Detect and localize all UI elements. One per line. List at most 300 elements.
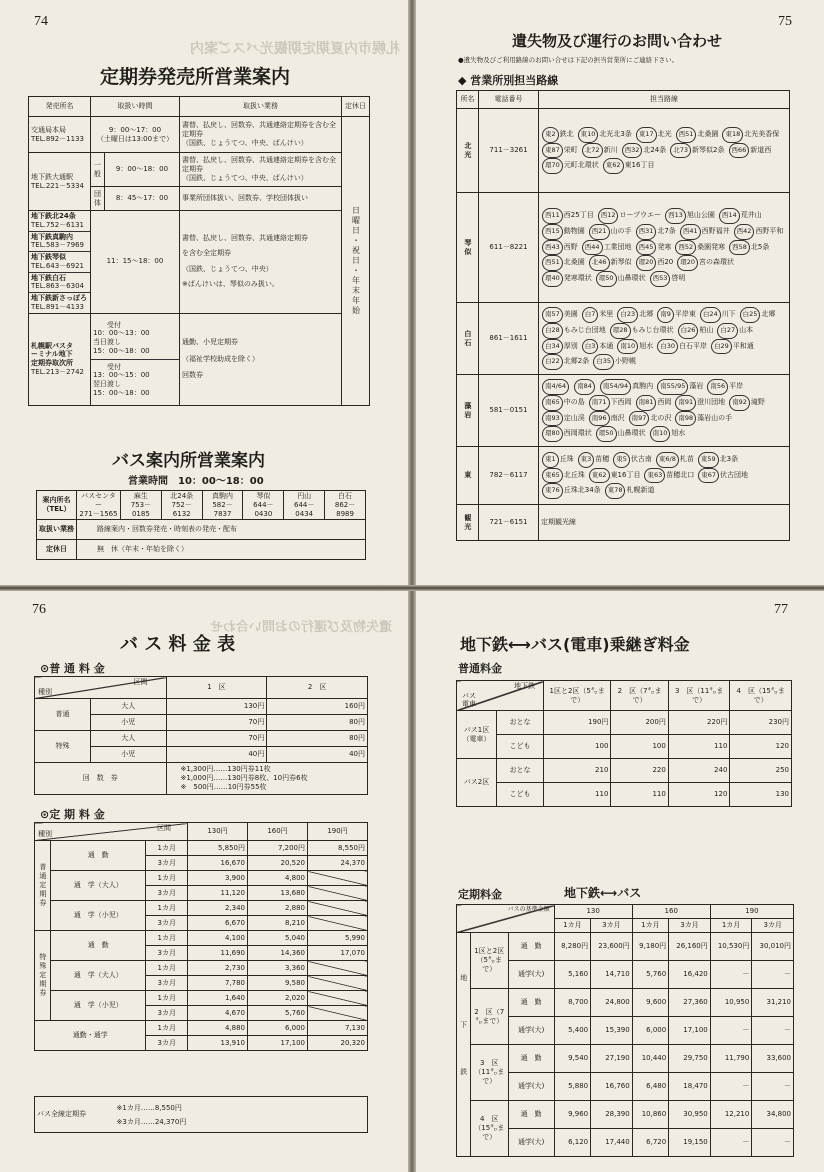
fare: 120 — [730, 735, 792, 759]
route-code-badge: 東87 — [542, 143, 563, 159]
route-code-badge: 南10 — [617, 339, 638, 355]
route-entry — [674, 240, 725, 256]
route-entry — [592, 354, 636, 370]
corner-header — [457, 905, 555, 933]
passenger: おとな — [497, 711, 544, 735]
route-name: 北桑園 — [697, 130, 719, 139]
table-row — [457, 1101, 794, 1129]
route-code-badge: 環40 — [542, 271, 563, 287]
fare: 4,100 — [188, 931, 248, 946]
term: 3カ月 — [146, 916, 188, 931]
term: 1カ月 — [146, 961, 188, 976]
fare: 7,130 — [308, 1021, 368, 1036]
table-row — [457, 735, 792, 759]
office-tel: 861－1611 — [479, 303, 539, 375]
bleed-through-text: 札幌市内夏期定期観光バスご案内 — [190, 41, 400, 57]
service: 書替、払戻し、回数券、共通連絡定期券を含む全定期券 — [182, 156, 336, 174]
hours-label: 翌日渡し — [93, 380, 121, 388]
service: 書替、払戻し、回数券、共通連絡定期券を含む全定期券 — [182, 121, 336, 139]
fare: 2,340 — [188, 901, 248, 916]
col-header: 2 区 — [267, 677, 368, 699]
route-name: 旭水 — [639, 341, 654, 350]
route-code-badge: 西32 — [622, 143, 643, 159]
fare: 210 — [543, 759, 610, 783]
route-entry — [716, 323, 753, 339]
route-entry — [541, 468, 585, 484]
service: 通勤、小児定期券 — [182, 337, 238, 346]
route-entry — [718, 208, 762, 224]
route-entry — [609, 323, 674, 339]
route-entry — [635, 240, 672, 256]
fare: 6,120 — [554, 1129, 591, 1157]
route-entry — [541, 255, 585, 271]
route-entry — [739, 307, 776, 323]
route-code-badge: 白34 — [542, 339, 563, 355]
route-name: 発寒 — [657, 242, 672, 251]
office-name: 観光 — [457, 505, 479, 541]
section-title: ⊙定 期 料 金 — [40, 808, 105, 821]
term: 1カ月 — [146, 871, 188, 886]
route-name: 新道西 — [750, 145, 772, 154]
pass-type: 通 勤 — [51, 931, 146, 961]
fare: 5,760 — [632, 961, 669, 989]
hours: 9：00～18：00 — [105, 153, 180, 187]
route-code-badge: 白25 — [740, 307, 761, 323]
fare: 240 — [668, 759, 730, 783]
fare: 5,880 — [554, 1073, 591, 1101]
office-tel: 644－0434 — [294, 500, 315, 518]
route-code-badge: 南98 — [675, 411, 696, 427]
route-entry — [581, 240, 632, 256]
route-entry — [649, 271, 686, 287]
fare: 20,320 — [308, 1036, 368, 1051]
fare: 16,760 — [591, 1073, 633, 1101]
route-name: 西野平和 — [755, 227, 784, 236]
col-header: 所名 — [457, 91, 479, 109]
fare: 27,360 — [669, 989, 711, 1017]
pass-type: 通 勤 — [508, 1045, 554, 1073]
table-row — [457, 933, 794, 961]
table-row — [457, 193, 790, 303]
route-entry — [616, 339, 653, 355]
office-cell — [161, 491, 202, 520]
office-name: 白石 — [338, 492, 353, 500]
term-header: 1カ月 — [554, 919, 591, 933]
office-name: 琴似 — [457, 193, 479, 303]
col-header: 定休日 — [342, 97, 370, 117]
route-name: 旭山公園 — [686, 211, 715, 220]
scan-divider — [0, 585, 824, 591]
col-header: 190 — [710, 905, 793, 919]
route-code-badge: 東62 — [589, 468, 610, 484]
coupon-item: ※1,300円……130円券11枚 — [180, 765, 271, 774]
fare: 2,880 — [248, 901, 308, 916]
route-name: 啓明 — [671, 273, 686, 282]
fare: 9,540 — [554, 1045, 591, 1073]
table-row — [35, 901, 368, 916]
fare: 19,150 — [669, 1129, 711, 1157]
route-code-badge: 白30 — [657, 339, 678, 355]
route-name: 山の手 — [610, 227, 632, 236]
col-header: 発売所名 — [29, 97, 91, 117]
route-code-badge: 西52 — [675, 240, 696, 256]
term-header: 1カ月 — [710, 919, 752, 933]
fare: 110 — [668, 735, 730, 759]
not-applicable-cell — [308, 991, 368, 1006]
table-row — [35, 991, 368, 1006]
service: 事業所団体扱い、回数券、学校団体扱い — [180, 187, 342, 211]
fare: 10,950 — [710, 989, 752, 1017]
fare: 6,670 — [188, 916, 248, 931]
route-code-badge: 南57 — [542, 307, 563, 323]
route-entry — [733, 224, 784, 240]
route-entry — [675, 127, 719, 143]
page-title: 遺失物及び運行のお問い合わせ — [512, 32, 723, 50]
route-code-badge: 北46 — [589, 255, 610, 271]
pass-type: 通 勤 — [508, 933, 554, 961]
fare: 17,100 — [248, 1036, 308, 1051]
pass-type: 通 勤 — [51, 841, 146, 871]
route-name: 藻岩山の手 — [697, 413, 733, 422]
passenger: こども — [497, 783, 544, 807]
hours: 11：15～18：00 — [91, 211, 180, 314]
kind: 団体 — [91, 187, 105, 211]
pass-type: 通 勤 — [508, 1101, 554, 1129]
transfer-pass-table — [456, 904, 794, 1157]
route-name: 北24条 — [643, 145, 667, 154]
route-entry — [674, 411, 732, 427]
station-tel: TEL.583－7969 — [31, 241, 84, 250]
col-header: 130 — [554, 905, 632, 919]
term: 1カ月 — [146, 931, 188, 946]
route-name: 北5条 — [750, 242, 770, 251]
route-entry — [612, 452, 652, 468]
hours: 10：00～13：00 — [93, 329, 150, 338]
col-header: 1区と2区（5㌔まで） — [543, 681, 610, 711]
service: を含む全定期券 — [182, 249, 231, 258]
page-title: 定期券発売所営業案内 — [100, 66, 291, 88]
office-tel: 644－0430 — [253, 500, 274, 518]
route-entry — [721, 127, 779, 143]
section-title: 定期料金 — [458, 888, 502, 901]
route-entry — [541, 127, 574, 143]
route-name: 平岸東 — [674, 310, 696, 319]
fare: － — [752, 1017, 794, 1045]
route-code-badge: 東10 — [578, 127, 599, 143]
station-name: 地下鉄新さっぽろ — [31, 294, 87, 302]
table-row — [457, 447, 790, 505]
route-code-badge: 東5 — [613, 452, 630, 468]
route-name: 中の島 — [563, 397, 585, 406]
route-entry — [541, 379, 570, 395]
fare: 17,100 — [669, 1017, 711, 1045]
fare: 27,190 — [591, 1045, 633, 1073]
route-code-badge: 東3 — [578, 452, 595, 468]
office-tel: TEL.892－1133 — [31, 134, 84, 143]
route-entry — [577, 127, 632, 143]
fare: 110 — [611, 783, 668, 807]
header-label: 種別 — [38, 688, 52, 697]
table-row — [35, 871, 368, 886]
route-code-badge: 南56 — [707, 379, 728, 395]
route-list — [539, 375, 790, 447]
route-name: 東16丁目 — [610, 470, 641, 479]
page-number: 74 — [34, 14, 48, 29]
route-entry — [635, 395, 672, 411]
route-entry — [541, 483, 601, 499]
route-list — [539, 505, 790, 541]
fare: 80円 — [267, 715, 368, 731]
fare: 7,200円 — [248, 841, 308, 856]
route-entry — [655, 452, 694, 468]
route-name: 藻岩 — [689, 382, 704, 391]
route-name: 新川 — [603, 145, 618, 154]
route-code-badge: 西43 — [542, 240, 563, 256]
route-name: 伏古南 — [630, 455, 652, 464]
table-row — [29, 153, 370, 187]
route-entry — [588, 395, 632, 411]
coupon-label: 回 数 券 — [35, 763, 167, 795]
term: 3カ月 — [146, 886, 188, 901]
page-title: バ ス 料 金 表 — [120, 634, 236, 655]
route-code-badge: 西42 — [734, 224, 755, 240]
route-code-badge: 白7 — [582, 307, 599, 323]
fare: 16,670 — [188, 856, 248, 871]
route-code-badge: 白27 — [717, 323, 738, 339]
table-row — [457, 1045, 794, 1073]
route-name: 南沢 — [610, 413, 625, 422]
passenger: 大人 — [91, 699, 167, 715]
fare: 16,420 — [669, 961, 711, 989]
route-entry — [664, 208, 715, 224]
pass-type: 通学(大) — [508, 1129, 554, 1157]
office-tel: 711－3261 — [479, 109, 539, 193]
route-entry — [541, 158, 599, 174]
holiday: 無 休（年末・年始を除く） — [77, 540, 366, 560]
bus-office-table — [36, 490, 366, 560]
fare: 5,760 — [248, 1006, 308, 1021]
route-name: 平岸 — [729, 382, 744, 391]
all-line-fare: ※1カ月……8,550円 — [116, 1103, 182, 1112]
route-name: 真駒内 — [632, 382, 654, 391]
route-name: 西岡環状 — [563, 429, 592, 438]
route-entry — [541, 426, 592, 442]
route-name: 北丘珠 — [563, 470, 585, 479]
route-code-badge: 東6/8 — [656, 452, 679, 468]
office-cell — [202, 491, 243, 520]
service: 書替、払戻し、回数券、共通連絡定期券 — [182, 233, 308, 242]
pass-type: 通 学（小児） — [51, 901, 146, 931]
route-code-badge: 環28 — [610, 323, 631, 339]
route-code-badge: 西44 — [582, 240, 603, 256]
fare: 28,390 — [591, 1101, 633, 1129]
route-code-badge: 白28 — [542, 323, 563, 339]
fare: 100 — [611, 735, 668, 759]
route-code-badge: 南4/64 — [542, 379, 569, 395]
pass-type: 通 学（大人） — [51, 961, 146, 991]
pass-office-table — [28, 96, 370, 406]
route-name: 桑園発寒 — [697, 242, 726, 251]
fare: 8,280円 — [554, 933, 591, 961]
service: ※ばんけいは、琴似のみ扱い。 — [182, 280, 279, 289]
route-name: 小野幌 — [615, 357, 637, 366]
route-entry — [588, 224, 632, 240]
route-name: 西野福井 — [701, 227, 730, 236]
fare: 26,160円 — [669, 933, 711, 961]
not-applicable-cell — [308, 1006, 368, 1021]
route-code-badge: 白22 — [542, 354, 563, 370]
route-entry — [710, 339, 754, 355]
route-entry — [706, 379, 743, 395]
fare: 9,180円 — [632, 933, 669, 961]
route-code-badge: 西12 — [598, 208, 619, 224]
col-header: 電話番号 — [479, 91, 539, 109]
table-row — [35, 731, 368, 747]
route-code-badge: 西31 — [636, 224, 657, 240]
route-entry — [541, 240, 578, 256]
route-entry — [674, 395, 725, 411]
header-label: バス電車 — [462, 691, 476, 709]
route-code-badge: 南65 — [542, 395, 563, 411]
route-code-badge: 南54/94 — [600, 379, 631, 395]
office-name: バスセンター — [81, 492, 116, 509]
station-name: 地下鉄琴似 — [31, 253, 66, 261]
route-code-badge: 東59 — [698, 452, 719, 468]
route-entry — [541, 271, 592, 287]
not-applicable-cell — [308, 871, 368, 886]
route-name: 鉄北 — [559, 130, 574, 139]
fare: 24,800 — [591, 989, 633, 1017]
pass-fare-table — [34, 822, 368, 1051]
passenger: 小児 — [91, 715, 167, 731]
table-row — [457, 375, 790, 447]
route-name: 北郷2条 — [563, 357, 590, 366]
route-code-badge: 東1 — [542, 452, 559, 468]
office-routes-table — [456, 90, 790, 541]
fare: 11,690 — [188, 946, 248, 961]
pass-type: 通 学（小児） — [51, 991, 146, 1021]
route-code-badge: 環20 — [636, 255, 657, 271]
service-note: （国鉄、じょうてつ、中央、ばんけい） — [182, 173, 308, 182]
route-code-badge: 白29 — [711, 339, 732, 355]
fare: 220円 — [668, 711, 730, 735]
passenger: こども — [497, 735, 544, 759]
route-entry — [602, 158, 655, 174]
table-row — [29, 117, 370, 153]
fare: 190円 — [543, 711, 610, 735]
route-name: ロープウエー — [619, 211, 662, 220]
office-cell — [284, 491, 325, 520]
fare: 100 — [543, 735, 610, 759]
section-title: ◆ 営業所別担当路線 — [458, 74, 559, 87]
hours-note: （土曜日は13:00まで） — [96, 134, 174, 143]
route-name: 本通 — [599, 341, 614, 350]
section-subtitle: 地下鉄⟷バス — [564, 886, 642, 900]
route-entry — [604, 483, 655, 499]
header-label: 区間 — [157, 824, 171, 832]
route-name: 札幌新道 — [626, 486, 655, 495]
route-code-badge: 西51 — [542, 255, 563, 271]
office-tel: 753－0185 — [130, 500, 152, 518]
row-label: 案内所名（TEL） — [37, 491, 77, 520]
zone: 3 区（11㌔まで） — [470, 1045, 508, 1101]
passenger: 小児 — [91, 747, 167, 763]
route-name: もみじ台団地 — [563, 325, 606, 334]
table-row — [35, 763, 368, 795]
route-name: 米里 — [599, 310, 614, 319]
term-header: 1カ月 — [632, 919, 669, 933]
fare: 2,020 — [248, 991, 308, 1006]
route-code-badge: 西13 — [665, 208, 686, 224]
fare: 14,360 — [248, 946, 308, 961]
fare: 6,000 — [632, 1017, 669, 1045]
route-entry — [728, 240, 769, 256]
route-entry — [697, 452, 738, 468]
office-tel: 271－1565 — [79, 509, 118, 518]
route-code-badge: 西66 — [729, 143, 750, 159]
col-header: 2 区（7㌔まで） — [611, 681, 668, 711]
route-entry — [541, 323, 606, 339]
col-header: 1 区 — [166, 677, 267, 699]
fare: 14,710 — [591, 961, 633, 989]
route-entry — [541, 339, 578, 355]
office-cell — [77, 491, 121, 520]
header-label: 種別 — [38, 830, 52, 839]
page-74 — [0, 0, 410, 586]
route-name: 北3条 — [719, 455, 739, 464]
route-name: 厚別 — [563, 341, 578, 350]
fare: 2,730 — [188, 961, 248, 976]
office-tel: TEL.213－2742 — [31, 367, 84, 376]
not-applicable-cell — [308, 901, 368, 916]
fare: 9,600 — [632, 989, 669, 1017]
route-entry — [588, 411, 625, 427]
fare: － — [710, 1129, 752, 1157]
route-entry — [541, 395, 585, 411]
pass-category: 普通定期券 — [35, 841, 51, 931]
page-number: 77 — [774, 602, 788, 617]
regular-fare-table — [34, 676, 368, 795]
route-code-badge: 西58 — [729, 240, 750, 256]
route-code-badge: 南93 — [542, 411, 563, 427]
pass-type: 通 勤 — [508, 989, 554, 1017]
office-name: 麻生 — [133, 492, 148, 500]
bleed-through-text: 遺失物及び運行のお問い合わせ — [210, 620, 393, 635]
fare: 5,400 — [554, 1017, 591, 1045]
row-group: バス1区（電車） — [457, 711, 497, 759]
route-entry — [581, 339, 614, 355]
term-header: 3カ月 — [752, 919, 794, 933]
hours-label: 受付 — [107, 320, 121, 329]
route-code-badge: 西45 — [636, 240, 657, 256]
route-code-badge: 南84 — [574, 379, 595, 395]
note: ●遺失物及びご利用路線のお問い合せは下記の担当営業所にご連絡下さい。 — [458, 56, 679, 64]
table-row — [457, 783, 792, 807]
route-code-badge: 東63 — [644, 468, 665, 484]
office-tel: 611－8221 — [479, 193, 539, 303]
header-label: 地下鉄 — [513, 682, 535, 690]
fare: 17,440 — [591, 1129, 633, 1157]
service: 回数券 — [182, 371, 203, 380]
office-name: 琴似 — [256, 492, 271, 500]
fare: － — [752, 1073, 794, 1101]
route-name: 新琴似2条 — [692, 145, 725, 154]
route-code-badge: 北72 — [582, 143, 603, 159]
route-entry — [541, 354, 589, 370]
route-code-badge: 白35 — [593, 354, 614, 370]
zone: 2 区（7㌔まで） — [470, 989, 508, 1045]
fare: 9,580 — [248, 976, 308, 991]
